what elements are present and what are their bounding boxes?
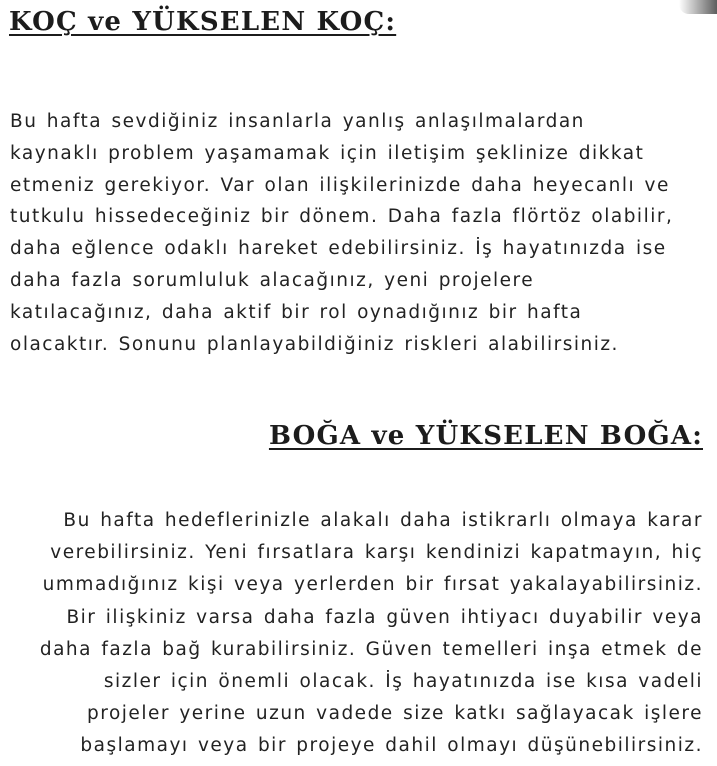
text-line: Bu hafta sevdiğiniz insanlarla yanlış anlaşılmalardan <box>10 111 585 132</box>
section-body-koc <box>10 106 710 360</box>
text-line: verebilirsiniz. Yeni fırsatlara karşı kendinizi kapatmayın, hiç <box>50 542 703 564</box>
text-line: Bir ilişkiniz varsa daha fazla güven ihtiyacı duyabilir veya <box>66 606 703 628</box>
text-line: etmeniz gerekiyor. Var olan ilişkilerinizde daha heyecanlı ve <box>10 174 670 196</box>
text-line: daha fazla sorumluluk alacağınız, yeni projelere <box>10 269 535 291</box>
text-line: tutkulu hissedeceğiniz bir dönem. Daha fazla flörtöz olabilir, <box>10 206 674 228</box>
text-line: kaynaklı problem yaşamamak için iletişim şeklinize dikkat <box>10 142 645 164</box>
text-line: Bu hafta hedeflerinizle alakalı daha istikrarlı olmaya karar <box>63 510 703 531</box>
text-line: başlamayı veya bir projeye dahil olmayı düşünebilirsiniz. <box>80 735 703 757</box>
text-line: daha eğlence odaklı hareket edebilirsiniz. İş hayatınızda ise <box>10 238 667 260</box>
text-line: sizler için önemli olacak. İş hayatınızda ise kısa vadeli <box>103 670 703 692</box>
section-heading-boga: BOĞA ve YÜKSELEN BOĞA: <box>268 421 703 451</box>
section-body-boga <box>0 505 703 763</box>
text-line: olacaktır. Sonunu planlayabildiğiniz riskleri alabilirsiniz. <box>10 333 619 355</box>
corner-shadow <box>679 0 717 14</box>
section-heading-koc: KOÇ ve YÜKSELEN KOÇ: <box>9 7 397 37</box>
text-line: katılacağınız, daha aktif bir rol oynadığınız bir hafta <box>10 301 583 323</box>
text-line: daha fazla bağ kurabilirsiniz. Güven temelleri inşa etmek de <box>39 638 703 660</box>
text-line: projeler yerine uzun vadede size katkı sağlayacak işlere <box>87 703 703 725</box>
text-line: ummadığınız kişi veya yerlerden bir fırsat yakalayabilirsiniz. <box>42 574 703 596</box>
